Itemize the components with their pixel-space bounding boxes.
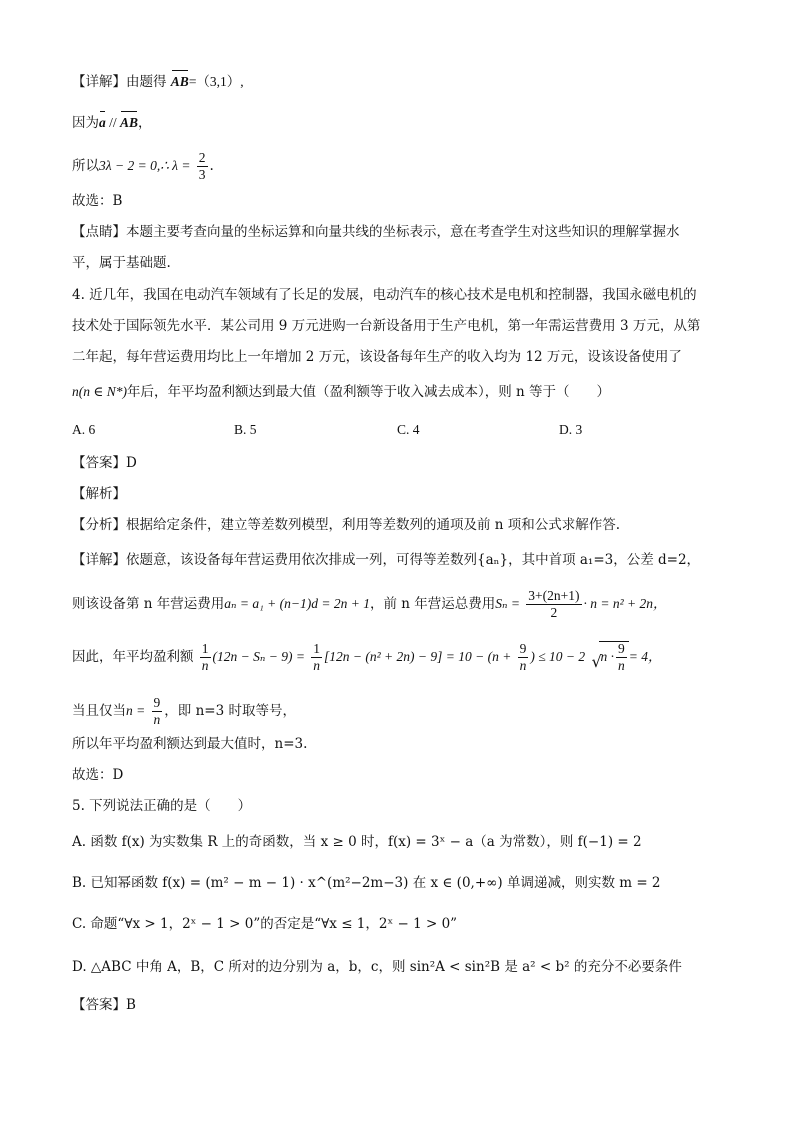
avg-profit-expr: (12n − Sₙ − 9) =: [212, 649, 305, 664]
expanded-expr: [12n − (n² + 2n) − 9] = 10 − (n +: [324, 649, 512, 664]
vector-a: a: [99, 113, 106, 133]
detail2-text: 则该设备第 n 年营运费用: [72, 596, 225, 612]
q5-option-c: C. 命题“∀x > 1，2ˣ − 1 > 0”的否定是“∀x ≤ 1，2ˣ − 1 > 0”: [72, 916, 458, 932]
q4-answer: 【答案】D: [72, 455, 137, 471]
one-over-n-2: $\frac{1}{n}$: [313, 641, 321, 673]
detail3-text: 因此，年平均盈利额: [72, 649, 194, 665]
q5-option-b: B. 已知幂函数 f(x) = (m² − m − 1) · x^(m²−2m−3) 在 x ∈ (0,+∞) 单调递减，则实数 m = 2: [72, 875, 661, 891]
equality-lhs: n =: [126, 703, 146, 718]
q4-option-c: C. 4: [397, 422, 420, 437]
inequality-result: = 4，: [628, 649, 662, 664]
q4-analysis: 【分析】根据给定条件，建立等差数列模型，利用等差数列的通项及前 n 项和公式求解作答.: [72, 517, 621, 533]
q4-select: 故选：D: [72, 767, 124, 783]
inequality-expr: ) ≤ 10 − 2: [530, 649, 586, 664]
general-term-formula: aₙ = a₁ + (n−1)d = 2n + 1: [224, 596, 370, 611]
q5-stem: 5. 下列说法正确的是（ ）: [72, 798, 252, 814]
q4-detail-line1: 【详解】依题意，该设备每年营运费用依次排成一列，可得等差数列{aₙ}，其中首项 a₁=3，公差 d=2，: [72, 552, 701, 568]
q3-parallel-line: 因为a // AB，: [72, 115, 152, 131]
q4-detail-line3: [72, 641, 661, 674]
q4-option-d: D. 3: [559, 422, 583, 437]
q3-equation-line: 所以3λ − 2 = 0,∴ λ = $\frac{2}{3}$ .: [72, 150, 214, 182]
comment-tag: 【点睛】: [72, 224, 126, 240]
detail-text: 由题得: [126, 74, 167, 90]
q3-comment-line2: 平，属于基础题.: [72, 255, 171, 271]
q5-option-d: D. △ABC 中角 A，B，C 所对的边分别为 a，b，c，则 sin²A < sin²B 是 a² < b² 的充分不必要条件: [72, 959, 682, 975]
nine-over-n: $\frac{9}{n}$: [519, 641, 527, 673]
vector-ab-value: =（3,1）,: [188, 74, 244, 89]
one-over-n: $\frac{1}{n}$: [201, 641, 209, 673]
detail2-text-b: ，前 n 年营运总费用: [370, 596, 496, 612]
because-text: 因为: [72, 115, 99, 131]
q4-stem-line4: [72, 382, 610, 402]
sum-symbol: Sₙ =: [495, 596, 520, 611]
comment-text: 本题主要考查向量的坐标运算和向量共线的坐标表示，意在考查学生对这些知识的理解掌握水: [126, 224, 680, 240]
q4-stem-line2: 技术处于国际领先水平．某公司用 9 万元进购一台新设备用于生产电机，第一年需运营费用 3 万元，从第: [72, 318, 701, 334]
equality-condition: ，即 n=3 时取等号，: [164, 703, 296, 719]
q4-detail-line2: [72, 588, 667, 621]
detail-tag: 【详解】: [72, 74, 126, 90]
q3-answer: 故选：B: [72, 193, 123, 209]
q4-detail-line4: [72, 695, 296, 728]
q4-option-a: A. 6: [72, 422, 96, 437]
q3-detail-line: [72, 72, 244, 92]
vector-ab: AB: [171, 72, 189, 92]
q4-stem-line1: 4. 近几年，我国在电动汽车领域有了长足的发展，电动汽车的核心技术是电机和控制器，我国永磁电机的: [72, 287, 697, 303]
q3-comment-line1: [72, 222, 680, 242]
therefore-text: 所以: [72, 158, 99, 174]
q4-stem-tail: 年后，年平均盈利额达到最大值（盈利额等于收入减去成本），则 n 等于（ ）: [127, 384, 611, 400]
sqrt-expr: √ n · $\frac{9}{n}$: [591, 641, 628, 674]
q5-option-a: A. 函数 f(x) 为实数集 R 上的奇函数，当 x ≥ 0 时，f(x) = 3ˣ − a（a 为常数），则 f(−1) = 2: [72, 834, 642, 850]
nine-over-n-3: $\frac{9}{n}$: [153, 695, 161, 727]
q4-analysis-tag: 【解析】: [72, 486, 126, 502]
vector-ab-2: AB: [120, 113, 138, 133]
equation-lambda: 3λ − 2 = 0,∴ λ =: [99, 158, 191, 173]
n-in-naturals: n(n ∈ N*): [72, 384, 127, 399]
sum-fraction: $\frac{3+(2n+1)}{2}$: [528, 588, 580, 620]
parallel-symbol: //: [105, 115, 121, 130]
q4-detail-line5: 所以年平均盈利额达到最大值时，n=3.: [72, 736, 308, 752]
fraction-two-thirds: $\frac{2}{3}$: [198, 150, 206, 182]
q5-answer: 【答案】B: [72, 997, 136, 1013]
sum-result: · n = n² + 2n，: [583, 596, 667, 611]
q4-option-b: B. 5: [234, 422, 257, 437]
detail4-text: 当且仅当: [72, 703, 126, 719]
q4-stem-line3: 二年起，每年营运费用均比上一年增加 2 万元，该设备每年生产的收入均为 12 万元，设该设备使用了: [72, 349, 682, 365]
